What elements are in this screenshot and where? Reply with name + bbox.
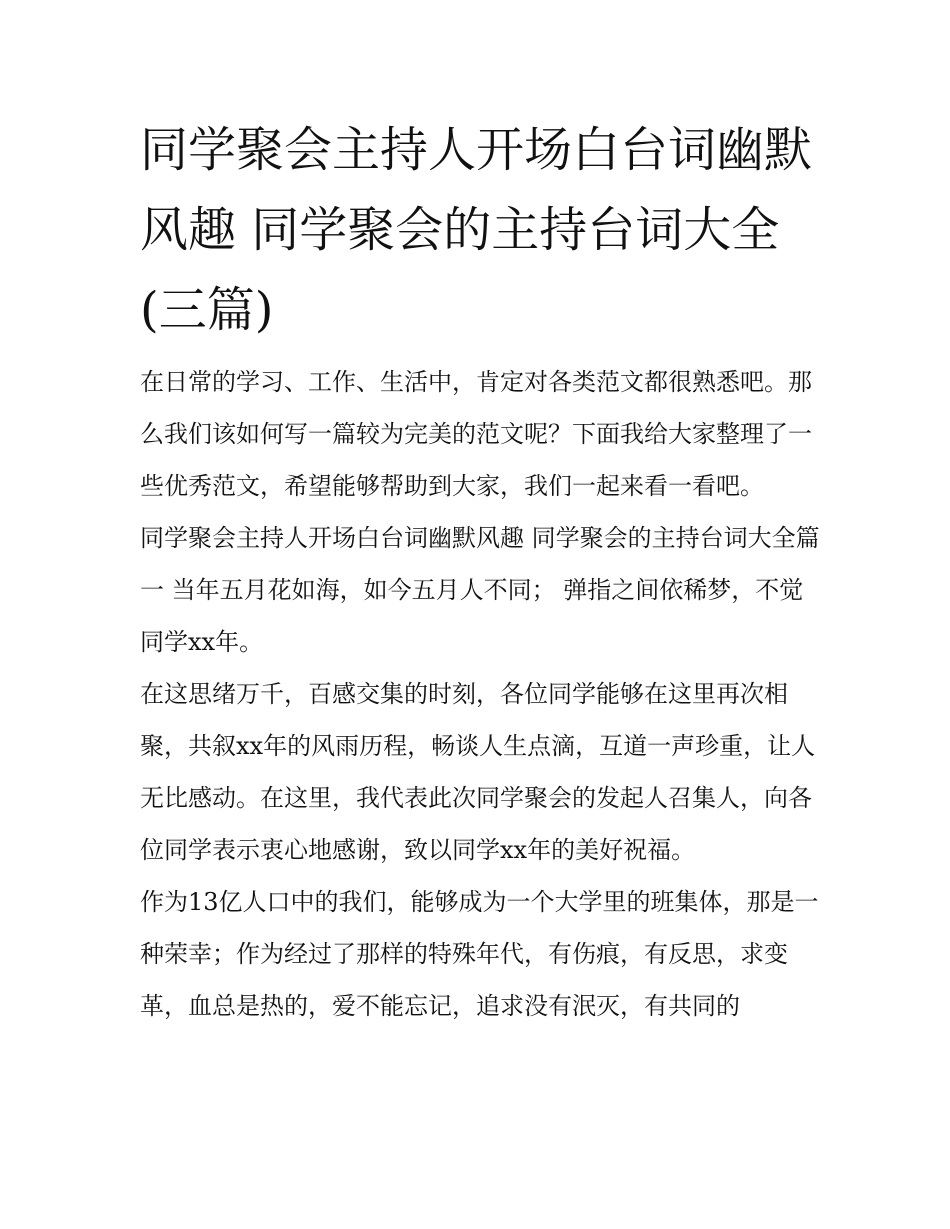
body-paragraph: 作为13亿人口中的我们，能够成为一个大学里的班集体，那是一种荣幸；作为经过了那样的特殊年代，有伤痕，有反思，求变革，血总是热的，爱不能忘记，追求没有泯灭，有共同的: [140, 888, 819, 1020]
section-one-heading-paragraph: 同学聚会主持人开场白台词幽默风趣 同学聚会的主持台词大全篇一 当年五月花如海，如今五月人不同； 弹指之间依稀梦，不觉同学xx年。: [140, 524, 820, 656]
intro-paragraph: 在日常的学习、工作、生活中，肯定对各类范文都很熟悉吧。那么我们该如何写一篇较为完美的范文呢？下面我给大家整理了一些优秀范文，希望能够帮助到大家，我们一起来看一看吧。: [140, 368, 812, 500]
document-page: [140, 110, 820, 1032]
document-title: 同学聚会主持人开场白台词幽默风趣 同学聚会的主持台词大全(三篇): [140, 122, 813, 338]
body-paragraph: 在这思绪万千，百感交集的时刻，各位同学能够在这里再次相聚，共叙xx年的风雨历程，畅谈人生点滴，互道一声珍重，让人无比感动。在这里，我代表此次同学聚会的发起人召集人，向各位同学表示衷心地感谢，致以同学xx年的美好祝福。: [140, 680, 816, 864]
